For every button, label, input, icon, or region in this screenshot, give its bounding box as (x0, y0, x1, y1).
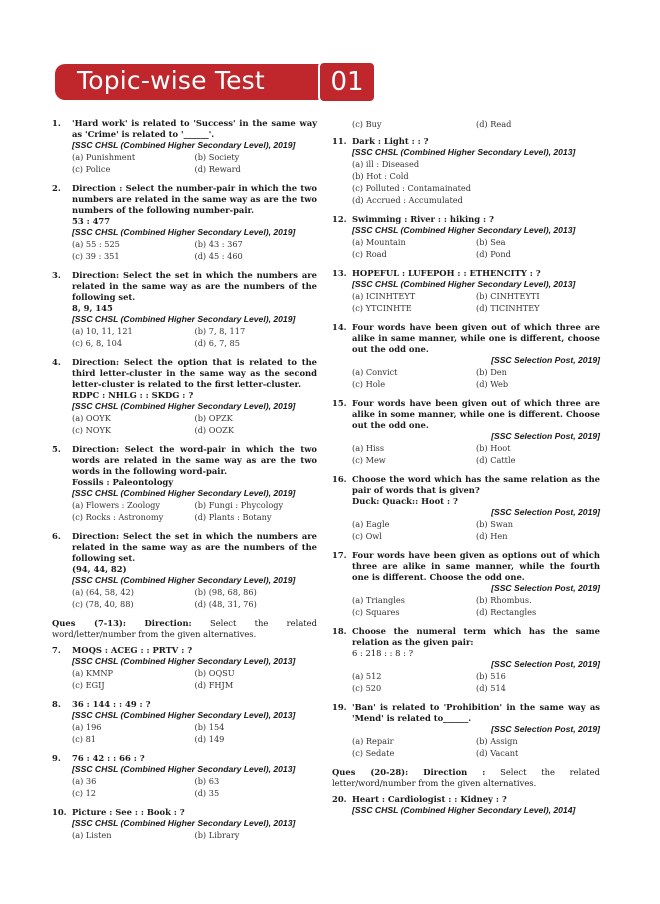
right-column (332, 118, 600, 824)
question-head (52, 183, 317, 216)
question-item (52, 645, 317, 691)
question-text: Direction: Select the set in which the numbers are related in the same way as are the numbers of the following set. (72, 270, 317, 302)
question-head (52, 699, 317, 710)
question-item (52, 118, 317, 175)
exam-source: [SSC CHSL (Combined Higher Secondary Level), 2019] (72, 401, 296, 411)
option: (a) 196 (72, 722, 102, 732)
options-list (72, 586, 317, 610)
option: (b) Hot : Cold (352, 171, 409, 181)
option: (a) (64, 58, 42) (72, 587, 134, 597)
question-number: 4. (52, 357, 61, 367)
question-body (332, 805, 600, 816)
left-column (52, 118, 317, 849)
option: (b) Library (194, 830, 240, 840)
option: (a) ICINHTEYT (352, 291, 416, 301)
question-text: Swimming : River : : hiking : ? (352, 214, 494, 224)
option: (a) Flowers : Zoology (72, 500, 160, 510)
question-item (52, 531, 317, 610)
exam-source: [SSC Selection Post, 2019] (491, 355, 600, 365)
question-body (52, 303, 317, 349)
question-number: 3. (52, 270, 61, 280)
exam-source: [SSC CHSL (Combined Higher Secondary Level), 2013] (72, 710, 296, 720)
option: (b) Society (194, 152, 240, 162)
question-data: 6 : 218 : : 8 : ? (352, 648, 414, 658)
question-body (332, 355, 600, 390)
question-head (52, 444, 317, 477)
option: (a) 36 (72, 776, 97, 786)
question-body (52, 216, 317, 262)
question-number: 20. (332, 794, 347, 804)
question-head (332, 136, 600, 147)
question-body (332, 496, 600, 542)
question-item (52, 357, 317, 436)
question-number: 12. (332, 214, 347, 224)
options-list (72, 775, 317, 799)
question-text: 'Ban' is related to 'Prohibition' in the same way as 'Mend' is related to______. (352, 702, 600, 723)
exam-source: [SSC CHSL (Combined Higher Secondary Level), 2013] (72, 656, 296, 666)
question-number: 14. (332, 322, 347, 332)
option: (c) Owl (352, 531, 382, 541)
question-number: 2. (52, 183, 61, 193)
question-number: 19. (332, 702, 347, 712)
option: (a) KMNP (72, 668, 114, 678)
option: (d) Pond (476, 249, 511, 259)
option: (b) 516 (476, 671, 506, 681)
direction-note (52, 618, 317, 640)
option: (d) 6, 7, 85 (194, 338, 240, 348)
question-body (332, 279, 600, 314)
option: (a) ill : Diseased (352, 159, 420, 169)
option: (c) Mew (352, 455, 386, 465)
question-text: Four words have been given out of which three are alike in same manner, while one is different, choose out the odd one. (352, 322, 600, 354)
question-head (52, 753, 317, 764)
option: (a) 10, 11, 121 (72, 326, 133, 336)
question-head (52, 118, 317, 140)
option: (b) Hoot (476, 443, 511, 453)
option: (b) Sea (476, 237, 506, 247)
continued-options (332, 118, 600, 130)
question-body (332, 724, 600, 759)
option: (a) Mountain (352, 237, 406, 247)
option: (b) 154 (194, 722, 225, 732)
options-list (72, 499, 317, 523)
option: (c) 81 (72, 734, 96, 744)
direction-note (332, 767, 600, 789)
option: (a) Listen (72, 830, 112, 840)
option: (c) (78, 40, 88) (72, 599, 134, 609)
options-list (352, 158, 600, 206)
question-text: 76 : 42 : : 66 : ? (72, 753, 145, 763)
option: (b) CINHTEYTI (476, 291, 540, 301)
question-body (332, 583, 600, 618)
question-body (332, 147, 600, 206)
exam-source: [SSC CHSL (Combined Higher Secondary Level), 2013] (72, 818, 296, 828)
option: (c) NOYK (72, 425, 111, 435)
question-head (52, 645, 317, 656)
option: (b) (98, 68, 86) (194, 587, 257, 597)
question-body (52, 390, 317, 436)
question-number: 1. (52, 118, 61, 128)
question-item (52, 807, 317, 841)
exam-source: [SSC Selection Post, 2019] (491, 659, 600, 669)
option: (d) 149 (194, 734, 225, 744)
option: (d) Reward (194, 164, 241, 174)
question-text: Dark : Light : : ? (352, 136, 429, 146)
option: (d) 45 : 460 (194, 251, 243, 261)
question-body (52, 140, 317, 175)
question-data: Duck: Quack:: Hoot : ? (352, 496, 458, 506)
question-text: MOQS : ACEG : : PRTV : ? (72, 645, 193, 655)
question-number: 9. (52, 753, 61, 763)
option: (b) 63 (194, 776, 220, 786)
option: (d) 514 (476, 683, 506, 693)
question-body (332, 648, 600, 694)
question-item (332, 794, 600, 816)
question-number: 6. (52, 531, 61, 541)
option: (b) Swan (476, 519, 514, 529)
options-list (72, 238, 317, 262)
option: (c) Road (352, 249, 387, 259)
question-number: 7. (52, 645, 61, 655)
exam-source: [SSC CHSL (Combined Higher Secondary Level), 2013] (352, 225, 576, 235)
option: (a) 512 (352, 671, 382, 681)
option: (a) Convict (352, 367, 398, 377)
option: (a) OOYK (72, 413, 111, 423)
question-item (332, 626, 600, 694)
exam-source: [SSC CHSL (Combined Higher Secondary Level), 2014] (352, 805, 576, 815)
exam-source: [SSC Selection Post, 2019] (491, 431, 600, 441)
question-body (52, 477, 317, 523)
options-list (352, 290, 600, 314)
question-item (52, 444, 317, 523)
question-item (332, 322, 600, 390)
question-head (52, 531, 317, 564)
question-number: 11. (332, 136, 347, 146)
question-text: 'Hard work' is related to 'Success' in the same way as 'Crime' is related to '______'. (72, 118, 317, 139)
option: (d) Read (476, 119, 512, 129)
option: (c) EGIJ (72, 680, 105, 690)
question-head (52, 270, 317, 303)
option: (c) Sedate (352, 748, 395, 758)
option: (d) FHJM (194, 680, 234, 690)
options-list (72, 412, 317, 436)
option: (b) Rhombus. (476, 595, 532, 605)
page-title: Topic-wise Test (77, 66, 265, 95)
exam-source: [SSC CHSL (Combined Higher Secondary Level), 2013] (72, 764, 296, 774)
option: (d) Accrued : Accumulated (352, 195, 463, 205)
question-head (332, 794, 600, 805)
question-head (332, 214, 600, 225)
topic-header (55, 64, 364, 100)
question-data: Fossils : Paleontology (72, 477, 174, 487)
option: (c) Polluted : Contamainated (352, 183, 471, 193)
question-number: 15. (332, 398, 347, 408)
question-body (52, 818, 317, 841)
option: (c) 520 (352, 683, 382, 693)
question-head (332, 702, 600, 724)
option: (c) 6, 8, 104 (72, 338, 123, 348)
question-text: Direction : Select the number-pair in which the two numbers are related in the same way as are the two numbers of the following number-pair. (72, 183, 317, 215)
options-list (352, 442, 600, 466)
option: (b) OQSU (194, 668, 235, 678)
option: (c) Hole (352, 379, 386, 389)
option: (b) Assign (476, 736, 518, 746)
option: (c) 39 : 351 (72, 251, 120, 261)
option: (b) 7, 8, 117 (194, 326, 246, 336)
option: (d) Plants : Botany (194, 512, 272, 522)
question-data: RDPC : NHLG : : SKDG : ? (72, 390, 194, 400)
exam-source: [SSC CHSL (Combined Higher Secondary Level), 2019] (72, 140, 296, 150)
question-text: Direction: Select the set in which the numbers are related in the same way as are the numbers of the following set. (72, 531, 317, 563)
question-item (332, 398, 600, 466)
option: (d) 35 (194, 788, 220, 798)
option: (a) Eagle (352, 519, 390, 529)
option: (d) Hen (476, 531, 508, 541)
option: (c) YTCINHTE (352, 303, 412, 313)
option: (c) 12 (72, 788, 96, 798)
question-head (332, 268, 600, 279)
question-number: 10. (52, 807, 67, 817)
options-list (352, 366, 600, 390)
question-number: 8. (52, 699, 61, 709)
options-list (352, 518, 600, 542)
exam-source: [SSC CHSL (Combined Higher Secondary Level), 2019] (72, 227, 296, 237)
question-head (332, 550, 600, 583)
options-list (72, 721, 317, 745)
question-text: Direction: Select the word-pair in which the two words are related in the same way as are the two words in the following word-pair. (72, 444, 317, 476)
question-item (332, 136, 600, 206)
question-head (332, 322, 600, 355)
exam-source: [SSC CHSL (Combined Higher Secondary Level), 2013] (352, 279, 576, 289)
question-item (52, 183, 317, 262)
question-text: Choose the word which has the same relation as the pair of words that is given? (352, 474, 600, 495)
question-text: 36 : 144 : : 49 : ? (72, 699, 151, 709)
option: (a) Repair (352, 736, 394, 746)
options-list (352, 236, 600, 260)
question-text: Heart : Cardiologist : : Kidney : ? (352, 794, 507, 804)
question-body (52, 710, 317, 745)
option: (d) Rectangles (476, 607, 537, 617)
exam-source: [SSC Selection Post, 2019] (491, 724, 600, 734)
option: (c) Buy (352, 119, 382, 129)
question-body (332, 225, 600, 260)
question-item (52, 270, 317, 349)
option: (c) Squares (352, 607, 400, 617)
option: (c) Rocks : Astronomy (72, 512, 164, 522)
question-text: Choose the numeral term which has the same relation as the given pair: (352, 626, 600, 647)
option: (d) Web (476, 379, 509, 389)
question-item (332, 550, 600, 618)
question-number: 5. (52, 444, 61, 454)
exam-source: [SSC Selection Post, 2019] (491, 583, 600, 593)
exam-source: [SSC CHSL (Combined Higher Secondary Level), 2019] (72, 575, 296, 585)
option: (d) OOZK (194, 425, 234, 435)
question-number: 16. (332, 474, 347, 484)
options-list (72, 325, 317, 349)
question-head (332, 398, 600, 431)
question-data: 8, 9, 145 (72, 303, 113, 313)
question-body (332, 431, 600, 466)
question-head (332, 626, 600, 648)
question-item (332, 214, 600, 260)
direction-label: Ques (20-28): Direction : (332, 767, 486, 777)
options-list (72, 151, 317, 175)
option: (b) Den (476, 367, 507, 377)
option: (d) (48, 31, 76) (194, 599, 257, 609)
exam-source: [SSC Selection Post, 2019] (491, 507, 600, 517)
options-list (72, 667, 317, 691)
test-number: 01 (330, 67, 364, 97)
question-number: 13. (332, 268, 347, 278)
option: (b) 43 : 367 (194, 239, 243, 249)
question-data: (94, 44, 82) (72, 564, 127, 574)
question-item (332, 702, 600, 759)
option: (a) Triangles (352, 595, 405, 605)
question-number: 18. (332, 626, 347, 636)
exam-source: [SSC CHSL (Combined Higher Secondary Level), 2019] (72, 314, 296, 324)
options-list (72, 829, 317, 841)
question-item (332, 268, 600, 314)
question-text: Picture : See : : Book : ? (72, 807, 185, 817)
question-text: Four words have been given out of which three are alike in some manner, while one is different. Choose out the odd one. (352, 398, 600, 430)
options-list (352, 735, 600, 759)
option: (b) OPZK (194, 413, 233, 423)
exam-source: [SSC CHSL (Combined Higher Secondary Level), 2013] (352, 147, 576, 157)
question-item (52, 699, 317, 745)
question-head (332, 474, 600, 496)
question-body (52, 764, 317, 799)
question-head (52, 807, 317, 818)
option: (d) Cattle (476, 455, 516, 465)
question-body (52, 656, 317, 691)
option: (c) Police (72, 164, 111, 174)
direction-text: Select the related word/letter/number from the given alternatives. (52, 618, 317, 639)
direction-text: Select the related letter/word/number from the given alternatives. (332, 767, 600, 788)
question-text: Four words have been given as options out of which three are alike in same manner, while the fourth one is different. Choose the odd one. (352, 550, 600, 582)
question-item (332, 474, 600, 542)
question-number: 17. (332, 550, 347, 560)
options-list (352, 594, 600, 618)
option: (b) Fungi : Phycology (194, 500, 284, 510)
question-text: Direction: Select the option that is related to the third letter-cluster in the same way as the second letter-cluster is related to the first letter-cluster. (72, 357, 317, 389)
option: (a) Punishment (72, 152, 136, 162)
question-text: HOPEFUL : LUFEPOH : : ETHENCITY : ? (352, 268, 541, 278)
question-body (52, 564, 317, 610)
direction-label: Ques (7-13): Direction: (52, 618, 192, 628)
option: (d) TICINHTEY (476, 303, 540, 313)
question-head (52, 357, 317, 390)
exam-source: [SSC CHSL (Combined Higher Secondary Level), 2019] (72, 488, 296, 498)
option: (d) Vacant (476, 748, 519, 758)
option: (a) 55 : 525 (72, 239, 120, 249)
options-list (352, 670, 600, 694)
question-item (52, 753, 317, 799)
option: (a) Hiss (352, 443, 385, 453)
question-data: 53 : 477 (72, 216, 111, 226)
